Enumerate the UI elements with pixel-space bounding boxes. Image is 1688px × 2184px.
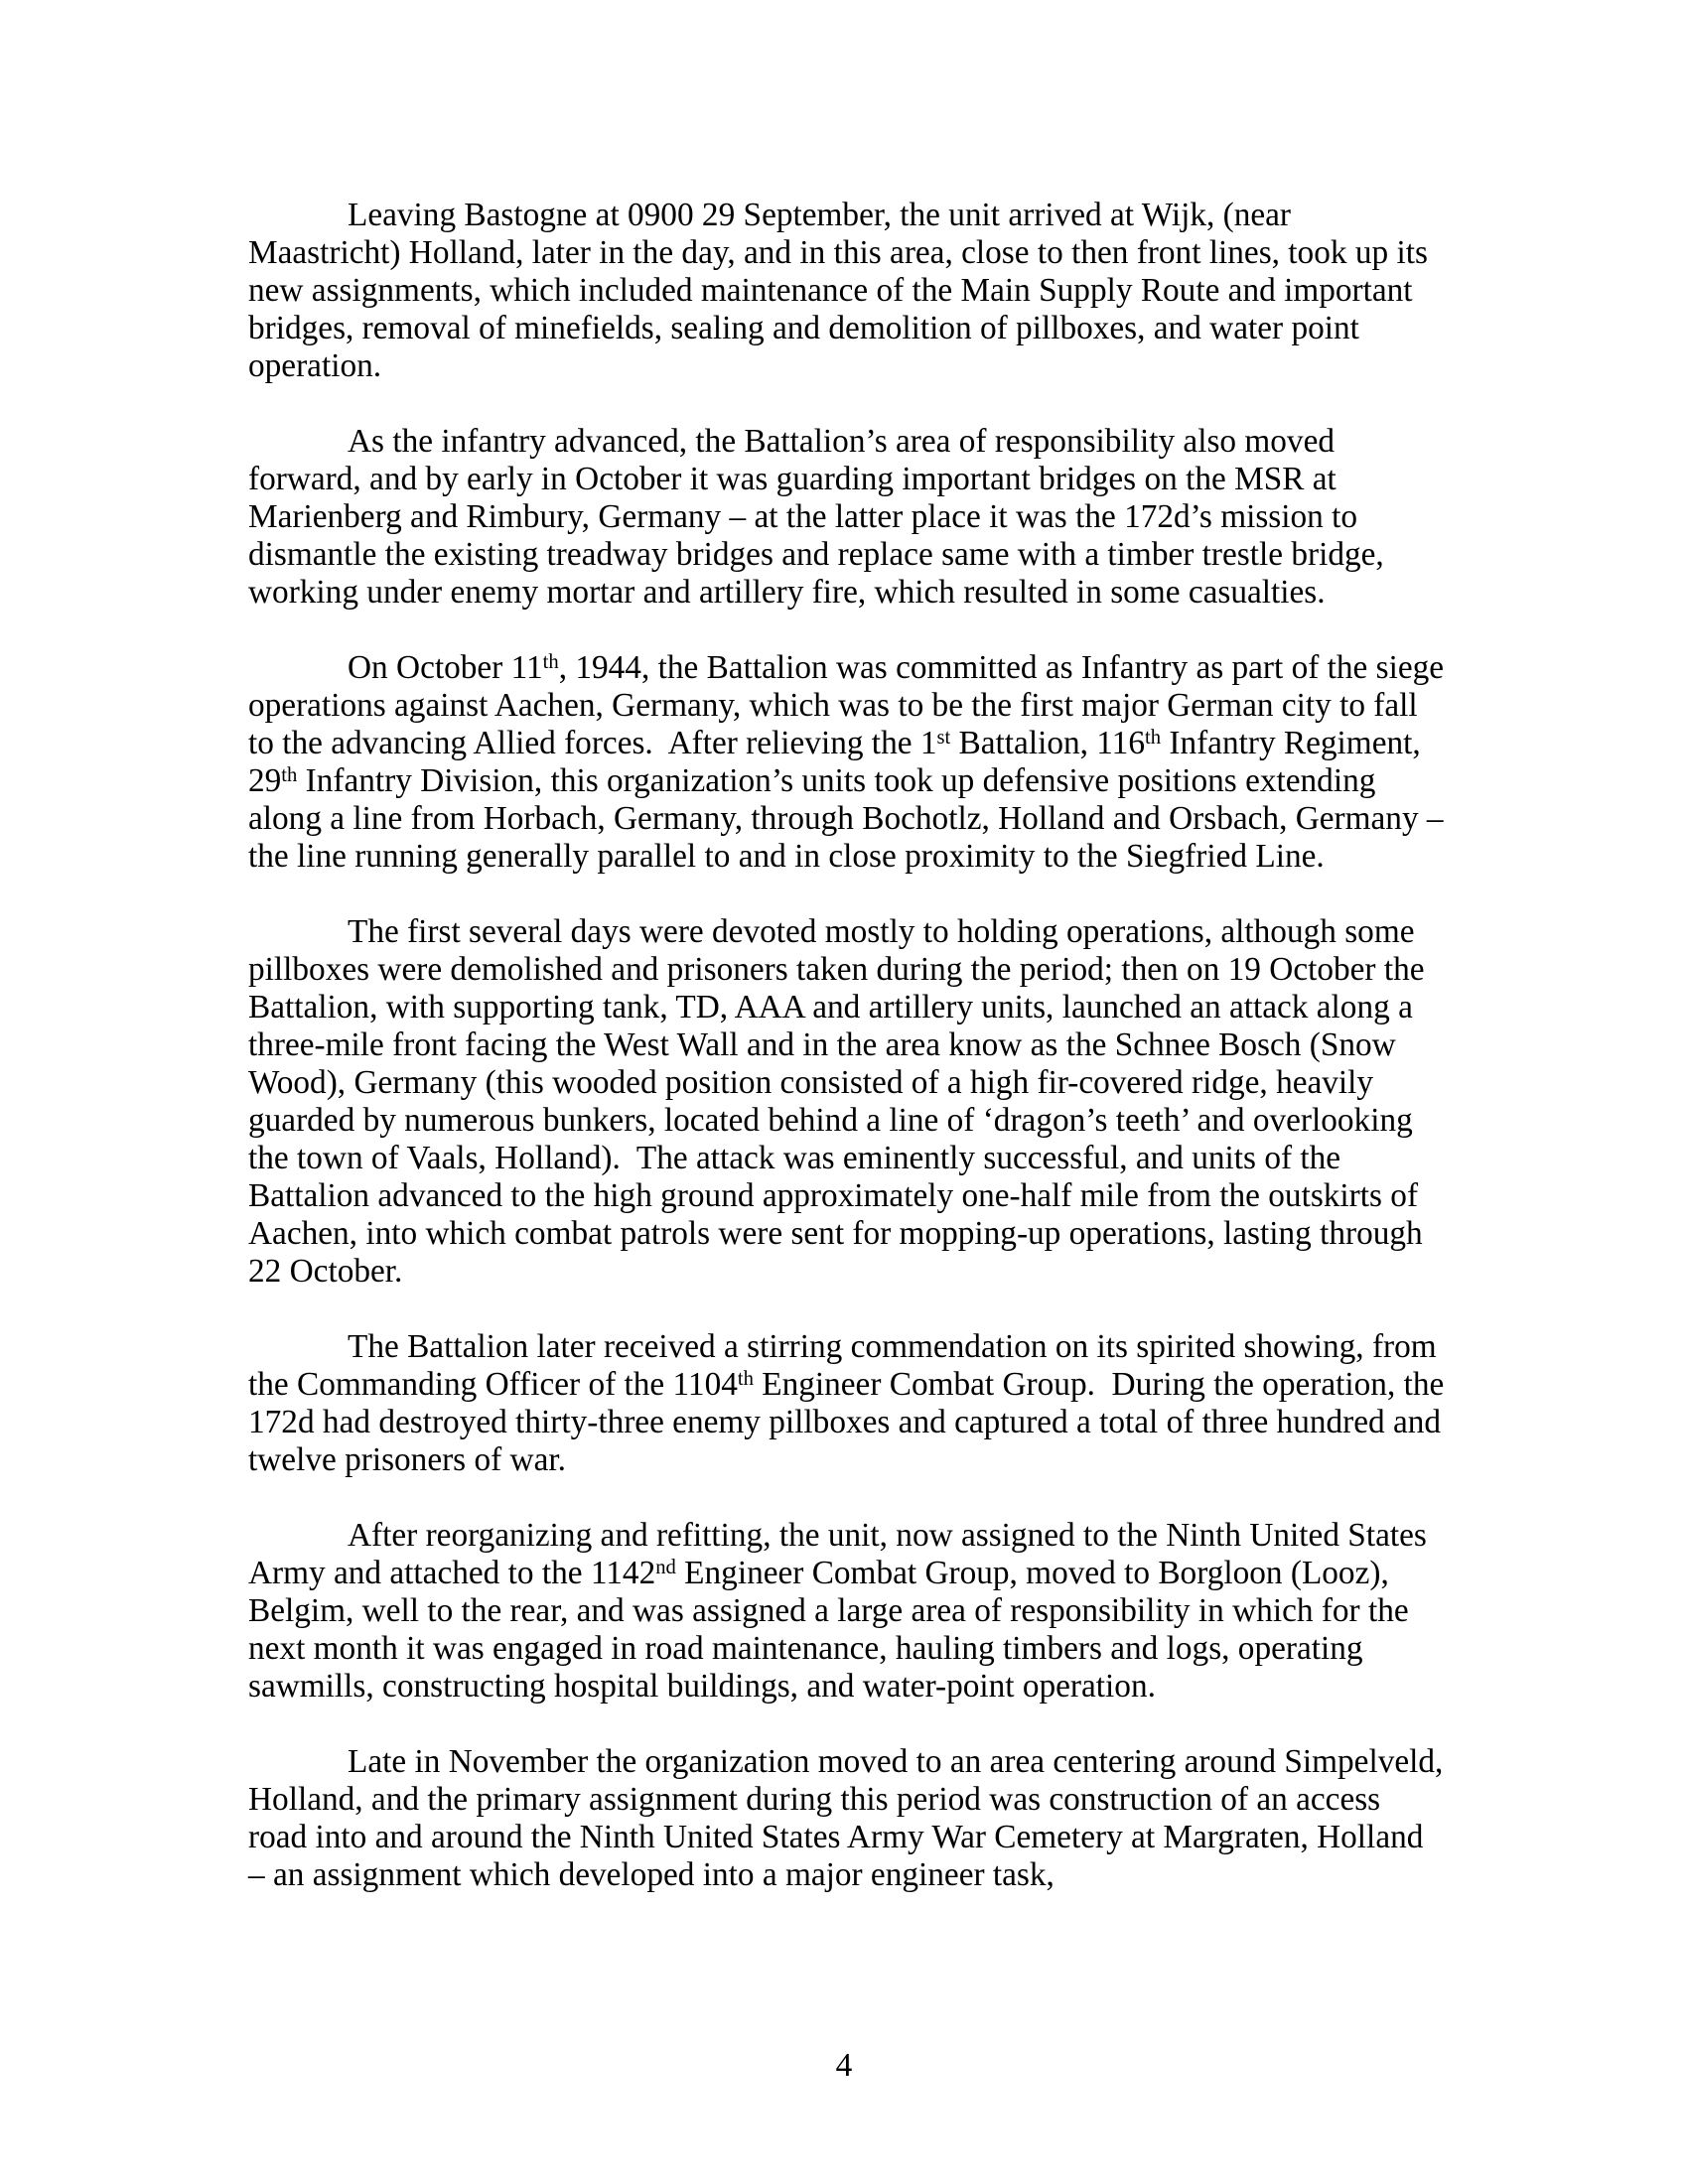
text-run: Infantry Regiment, 29 — [248, 725, 1430, 799]
paragraph — [248, 913, 1445, 1291]
ordinal-superscript: th — [737, 1367, 754, 1390]
text-run: The Battalion later received a stirring commendation on its spirited showing, from the Commanding Officer of the 1104 — [248, 1328, 1445, 1403]
text-run: After reorganizing and refitting, the unit, now assigned to the Ninth United States Army and attached to the 1142 — [248, 1517, 1434, 1591]
paragraph — [248, 1517, 1445, 1706]
text-run: , 1944, the Battalion was committed as Infantry as part of the siege operations against Aachen, Germany, which was to be the first major German city to fall to the advancing Allied forces. After relieving the 1 — [248, 649, 1453, 761]
ordinal-superscript: th — [1144, 726, 1162, 749]
text-run: As the infantry advanced, the Battalion’s area of responsibility also moved forward, and by early in October it was guarding important bridges on the MSR at Marienberg and Rimbury, Germany – at the latter place it was the 172d’s mission to dismantle the existing treadway bridges and replace same with a timber trestle bridge, working under enemy mortar and artillery fire, which resulted in some casualties. — [248, 423, 1393, 611]
ordinal-superscript: th — [542, 650, 559, 673]
paragraph — [248, 423, 1445, 612]
paragraph — [248, 197, 1445, 385]
text-run: On October 11 — [348, 649, 543, 686]
text-run: Battalion, 116 — [950, 725, 1145, 761]
paragraph — [248, 1328, 1453, 1479]
ordinal-superscript: st — [936, 726, 951, 749]
text-run: The first several days were devoted mostly to holding operations, although some pillboxes were demolished and prisoners taken during the period; then on 19 October the Battalion, with supporting tank, TD, AAA and artillery units, launched an attack along a three-mile front facing the West Wall and in the area know as the Schnee Bosch (Snow Wood), Germany (this wooded position consisted of a high fir-covered ridge, heavily guarded by numerous bunkers, located behind a line of ‘dragon’s teeth’ and overlooking the town of Vaals, Holland). The attack was eminently successful, and units of the Battalion advanced to the high ground approximately one-half mile from the outskirts of Aachen, into which combat patrols were sent for mopping-up operations, lasting through 22 October. — [248, 913, 1433, 1290]
page-number: 4 — [835, 2047, 853, 2084]
document-body — [248, 197, 1453, 1894]
paragraph — [248, 1743, 1452, 1894]
ordinal-superscript: th — [281, 763, 298, 786]
ordinal-superscript: nd — [655, 1556, 676, 1578]
text-run: Engineer Combat Group. During the operation, the 172d had destroyed thirty-three enemy pillboxes and captured a total of three hundred and twelve prisoners of war. — [248, 1366, 1453, 1478]
text-run: Engineer Combat Group, moved to Borgloon (Looz), Belgim, well to the rear, and was assigned a large area of responsibility in which for the next month it was engaged in road maintenance, hauling timbers and logs, operating sawmills, constructing hospital buildings, and water-point operation. — [248, 1555, 1417, 1705]
text-run: Leaving Bastogne at 0900 29 September, the unit arrived at Wijk, (near Maastricht) Holland, later in the day, and in this area, close to then front lines, took up its new assignments, which included maintenance of the Main Supply Route and important bridges, removal of minefields, sealing and demolition of pillboxes, and water point operation. — [248, 197, 1437, 384]
text-run: Infantry Division, this organization’s units took up defensive positions extending along a line from Horbach, Germany, through Bochotlz, Holland and Orsbach, Germany – the line running generally parallel to and in close proximity to the Siegfried Line. — [248, 762, 1452, 875]
text-run: Late in November the organization moved to an area centering around Simpelveld, Holland, and the primary assignment during this period was construction of an access road into and around the Ninth United States Army War Cemetery at Margraten, Holland – an assignment which developed into a major engineer task, — [248, 1743, 1452, 1893]
paragraph — [248, 649, 1453, 876]
